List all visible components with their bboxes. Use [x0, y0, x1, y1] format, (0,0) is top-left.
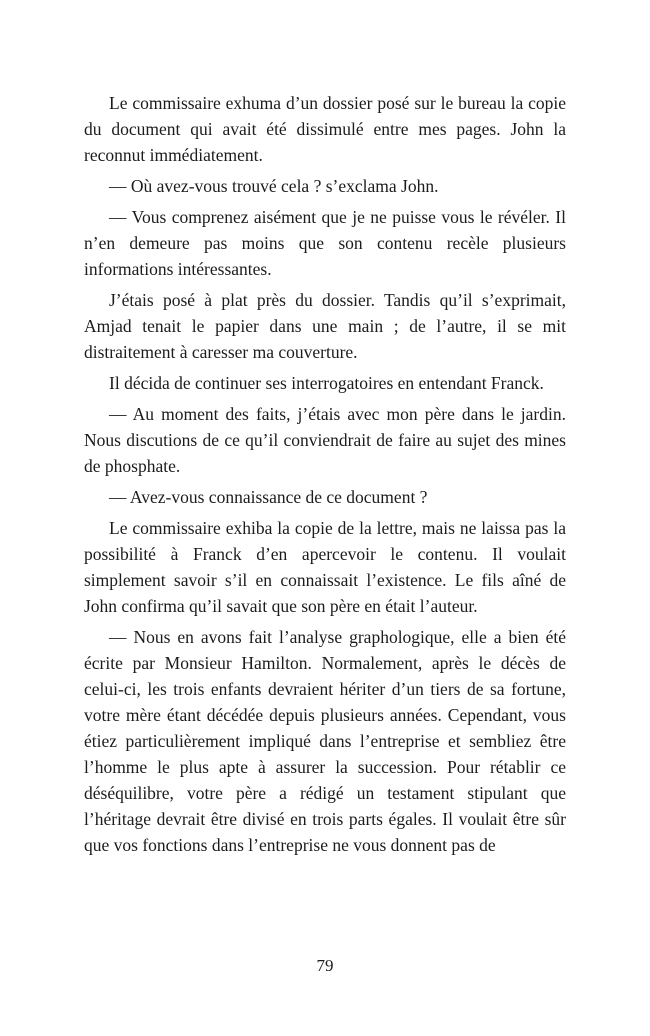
paragraph-dialogue: — Avez-vous connaissance de ce document ?: [109, 487, 428, 507]
paragraph: Le commissaire exhiba la copie de la lettre, mais ne laissa pas la possibilité à Franck d’en apercevoir le contenu. Il voulait simplement savoir s’il en connaissait l’existence. Le fils aîné de John confirma qu’il savait que son père en était l’auteur.: [84, 518, 566, 616]
paragraph-dialogue: — Au moment des faits, j’étais avec mon père dans le jardin. Nous discutions de ce qu’il conviendrait de faire au sujet des mines de phosphate.: [84, 404, 566, 476]
paragraph-dialogue: — Nous en avons fait l’analyse graphologique, elle a bien été écrite par Monsieur Hamilton. Normalement, après le décès de celui-ci, les trois enfants devraient hériter d’un tiers de sa fortune, votre mère étant décédée depuis plusieurs années. Cependant, vous étiez particulièrement impliqué dans l’entreprise et sembliez être l’homme le plus apte à assurer la succession. Pour rétablir ce déséquilibre, votre père a rédigé un testament stipulant que l’héritage devrait être divisé en trois parts égales. Il voulait être sûr que vos fonctions dans l’entreprise ne vous donnent pas de: [84, 627, 566, 855]
paragraph-dialogue: — Où avez-vous trouvé cela ? s’exclama John.: [109, 176, 439, 196]
paragraph-dialogue: — Vous comprenez aisément que je ne puisse vous le révéler. Il n’en demeure pas moins que son contenu recèle plusieurs informations intéressantes.: [84, 207, 566, 279]
page-text-block: [84, 90, 566, 863]
paragraph: Il décida de continuer ses interrogatoires en entendant Franck.: [109, 373, 544, 393]
paragraph: Le commissaire exhuma d’un dossier posé sur le bureau la copie du document qui avait été dissimulé entre mes pages. John la reconnut immédiatement.: [84, 93, 566, 165]
page-number: 79: [316, 956, 334, 975]
paragraph: J’étais posé à plat près du dossier. Tandis qu’il s’exprimait, Amjad tenait le papier dans une main ; de l’autre, il se mit distraitement à caresser ma couverture.: [84, 290, 566, 362]
